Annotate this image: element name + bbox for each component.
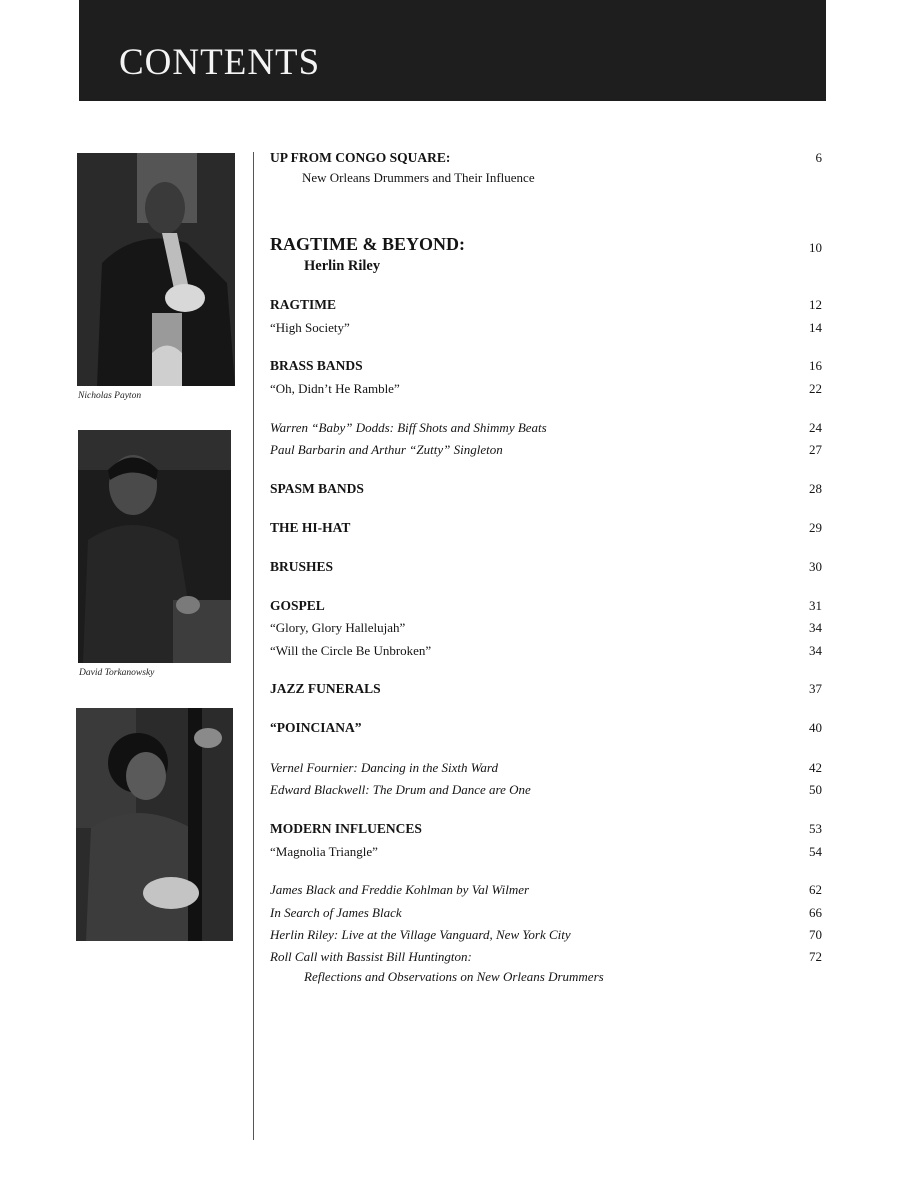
toc-title: “Will the Circle Be Unbroken” [270, 643, 432, 658]
toc-title: In Search of James Black [270, 905, 402, 920]
contents-header [79, 0, 826, 101]
toc-page: 50 [809, 782, 822, 797]
toc-page: 54 [809, 844, 822, 859]
toc-title: SPASM BANDS [270, 481, 364, 496]
toc-page: 10 [809, 240, 822, 255]
toc-title: Warren “Baby” Dodds: Biff Shots and Shimmy Beats [270, 420, 547, 435]
toc-title: New Orleans Drummers and Their Influence [302, 170, 535, 185]
divider-line [253, 152, 254, 1140]
toc-title: “Glory, Glory Hallelujah” [270, 620, 406, 635]
toc-title: BRUSHES [270, 559, 334, 574]
toc-page: 62 [809, 882, 822, 897]
toc-title: BRASS BANDS [270, 358, 363, 373]
photo-caption: David Torkanowsky [79, 668, 155, 678]
toc-page: 12 [809, 297, 822, 312]
toc-page: 6 [815, 150, 822, 165]
toc-title: Herlin Riley: Live at the Village Vanguard, New York City [270, 927, 571, 942]
toc-title: GOSPEL [270, 598, 325, 613]
toc-page: 27 [809, 442, 822, 457]
toc-page: 70 [809, 927, 822, 942]
toc-page: 29 [809, 520, 822, 535]
page-title: CONTENTS [119, 42, 321, 83]
toc-page: 40 [809, 720, 822, 735]
toc-page: 30 [809, 559, 822, 574]
toc-page: 72 [809, 949, 822, 964]
toc-title: JAZZ FUNERALS [270, 681, 381, 696]
toc-title: Roll Call with Bassist Bill Huntington: [270, 949, 472, 964]
toc-title: “High Society” [270, 320, 350, 335]
pianist-photo [78, 430, 231, 663]
toc-title: RAGTIME [270, 297, 337, 312]
toc-title: “Magnolia Triangle” [270, 844, 378, 859]
toc-title: Edward Blackwell: The Drum and Dance are One [270, 782, 531, 797]
toc-title: Herlin Riley [304, 258, 381, 274]
trumpet-player-photo [77, 153, 235, 386]
toc-page: 42 [809, 760, 822, 775]
toc-page: 34 [809, 620, 822, 635]
toc-page: 16 [809, 358, 822, 373]
toc-title: Reflections and Observations on New Orleans Drummers [304, 969, 604, 984]
toc-title: Paul Barbarin and Arthur “Zutty” Singleton [270, 442, 503, 457]
toc-title: UP FROM CONGO SQUARE: [270, 150, 451, 165]
toc-page: 37 [809, 681, 822, 696]
toc-page: 34 [809, 643, 822, 658]
toc-title: “POINCIANA” [270, 720, 362, 735]
toc-page: 53 [809, 821, 822, 836]
toc-title: “Oh, Didn’t He Ramble” [270, 381, 400, 396]
toc-title: James Black and Freddie Kohlman by Val Wilmer [270, 882, 530, 897]
toc-title: RAGTIME & BEYOND: [270, 234, 466, 254]
toc-title: Vernel Fournier: Dancing in the Sixth Ward [270, 760, 498, 775]
toc-title: MODERN INFLUENCES [270, 821, 422, 836]
toc-page: 66 [809, 905, 822, 920]
toc-title: THE HI-HAT [270, 520, 351, 535]
toc-page: 24 [809, 420, 822, 435]
toc-page: 22 [809, 381, 822, 396]
toc-page: 31 [809, 598, 822, 613]
photo-caption: Nicholas Payton [78, 391, 142, 401]
toc-page: 28 [809, 481, 822, 496]
bassist-photo [76, 708, 233, 941]
toc-page: 14 [809, 320, 822, 335]
